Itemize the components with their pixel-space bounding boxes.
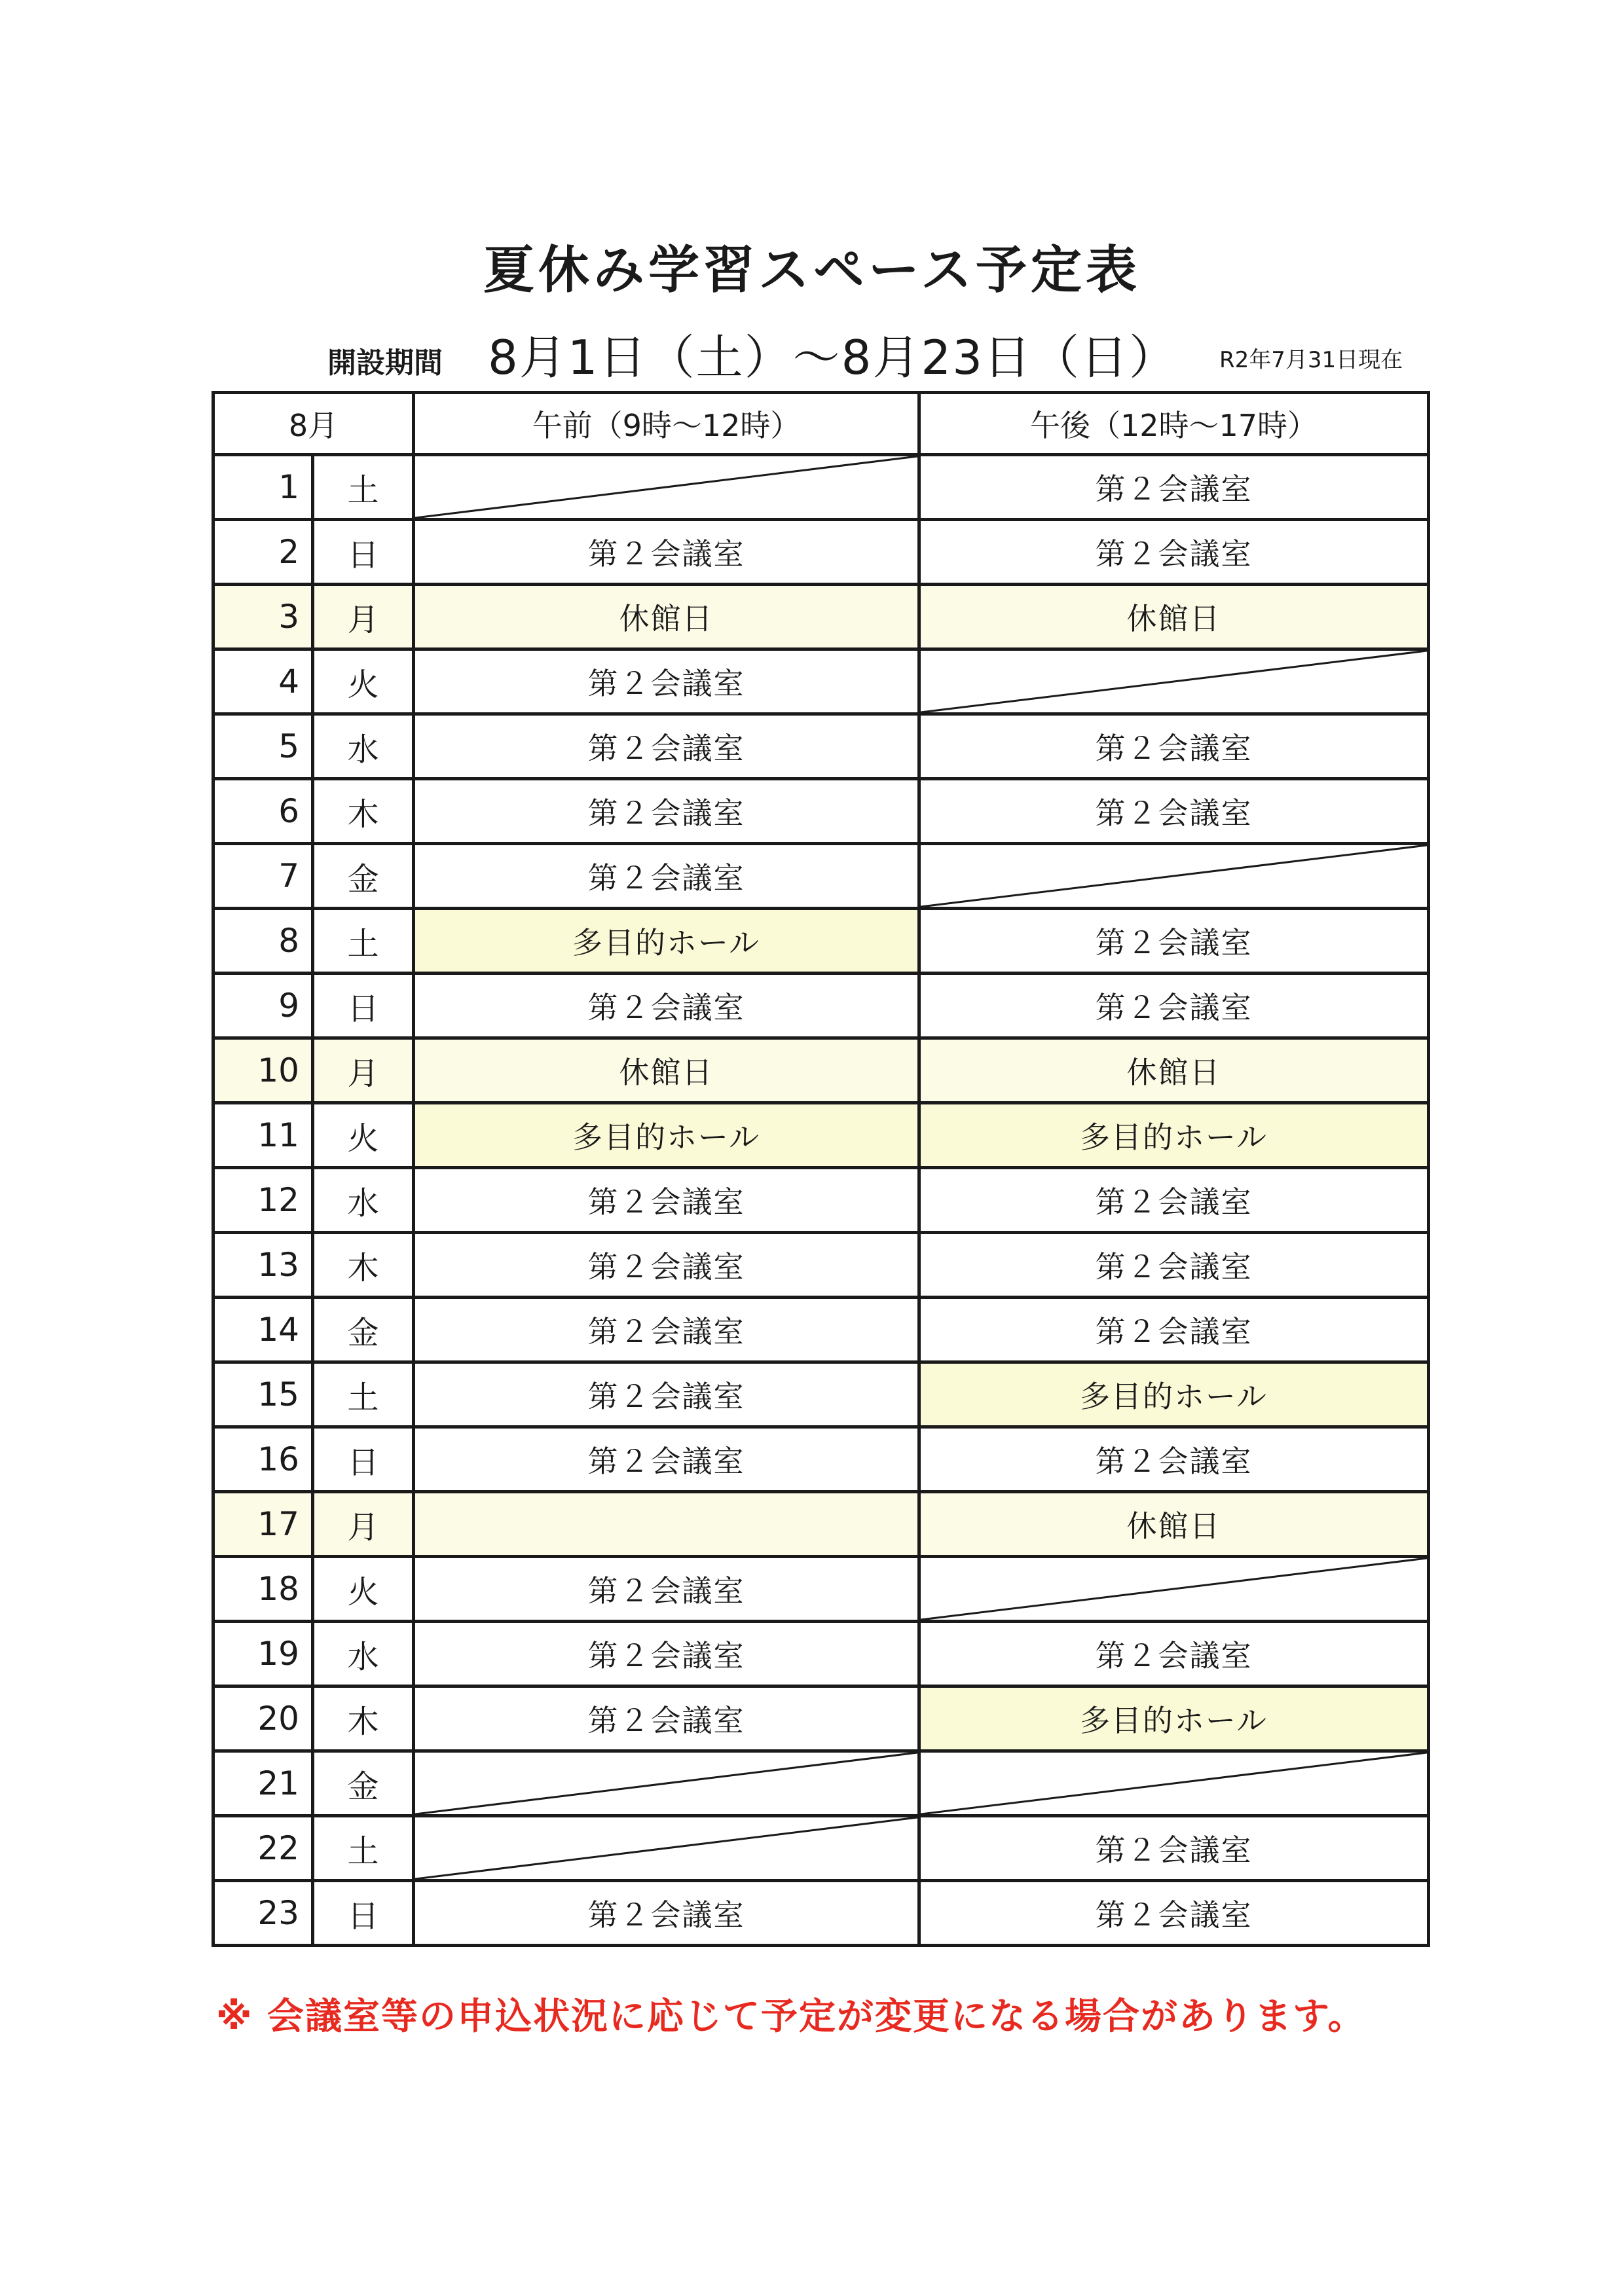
date-cell: 18 <box>213 1557 313 1622</box>
afternoon-unavailable <box>919 649 1429 714</box>
weekday-cell: 月 <box>313 585 414 649</box>
date-cell: 8 <box>213 909 313 974</box>
date-cell: 22 <box>213 1816 313 1881</box>
weekday-cell: 日 <box>313 1427 414 1492</box>
afternoon-slot: 第２会議室 <box>919 1816 1429 1881</box>
morning-slot: 第２会議室 <box>414 1881 919 1946</box>
diagonal-slash-icon <box>921 651 1427 712</box>
table-row <box>213 909 1429 974</box>
afternoon-slot: 休館日 <box>919 1492 1429 1557</box>
afternoon-slot: 休館日 <box>919 585 1429 649</box>
afternoon-slot: 第２会議室 <box>919 1427 1429 1492</box>
table-row <box>213 1233 1429 1298</box>
morning-slot <box>414 1492 919 1557</box>
afternoon-slot: 第２会議室 <box>919 1168 1429 1233</box>
header-row <box>213 393 1429 455</box>
weekday-cell: 木 <box>313 779 414 844</box>
weekday-cell: 木 <box>313 1233 414 1298</box>
date-cell: 1 <box>213 455 313 520</box>
morning-unavailable <box>414 455 919 520</box>
diagonal-slash-icon <box>415 1817 917 1879</box>
table-row <box>213 520 1429 585</box>
period-range: 8月1日（土）～8月23日（日） <box>488 330 1178 385</box>
date-cell: 9 <box>213 974 313 1038</box>
table-row <box>213 844 1429 909</box>
weekday-cell: 土 <box>313 1362 414 1427</box>
date-cell: 5 <box>213 714 313 779</box>
date-cell: 10 <box>213 1038 313 1103</box>
afternoon-slot: 多目的ホール <box>919 1362 1429 1427</box>
morning-slot: 休館日 <box>414 1038 919 1103</box>
table-row <box>213 1881 1429 1946</box>
morning-slot: 第２会議室 <box>414 1168 919 1233</box>
diagonal-slash-icon <box>921 1558 1427 1620</box>
morning-slot: 第２会議室 <box>414 520 919 585</box>
weekday-cell: 水 <box>313 714 414 779</box>
diagonal-slash-icon <box>415 456 917 518</box>
date-cell: 7 <box>213 844 313 909</box>
morning-slot: 多目的ホール <box>414 909 919 974</box>
table-row <box>213 1751 1429 1816</box>
as-of-date: R2年7月31日現在 <box>1219 347 1403 373</box>
weekday-cell: 火 <box>313 649 414 714</box>
weekday-cell: 金 <box>313 1298 414 1362</box>
table-row <box>213 714 1429 779</box>
table-row <box>213 1168 1429 1233</box>
date-cell: 4 <box>213 649 313 714</box>
weekday-cell: 月 <box>313 1038 414 1103</box>
weekday-cell: 日 <box>313 974 414 1038</box>
date-cell: 12 <box>213 1168 313 1233</box>
header-afternoon: 午後（12時～17時） <box>919 393 1429 455</box>
date-cell: 11 <box>213 1103 313 1168</box>
date-cell: 14 <box>213 1298 313 1362</box>
table-row <box>213 1492 1429 1557</box>
afternoon-slot: 第２会議室 <box>919 1298 1429 1362</box>
schedule-table <box>212 391 1430 1947</box>
diagonal-slash-icon <box>921 1753 1427 1814</box>
morning-slot: 第２会議室 <box>414 649 919 714</box>
date-cell: 23 <box>213 1881 313 1946</box>
morning-slot: 第２会議室 <box>414 1298 919 1362</box>
period-label: 開設期間 <box>327 346 443 380</box>
afternoon-slot: 第２会議室 <box>919 714 1429 779</box>
date-cell: 21 <box>213 1751 313 1816</box>
diagonal-slash-icon <box>921 845 1427 907</box>
morning-slot: 第２会議室 <box>414 779 919 844</box>
morning-slot: 第２会議室 <box>414 1686 919 1751</box>
weekday-cell: 金 <box>313 844 414 909</box>
afternoon-unavailable <box>919 1751 1429 1816</box>
table-row <box>213 455 1429 520</box>
afternoon-unavailable <box>919 1557 1429 1622</box>
afternoon-slot: 第２会議室 <box>919 1881 1429 1946</box>
table-row <box>213 1557 1429 1622</box>
change-notice: ※ 会議室等の申込状況に応じて予定が変更になる場合があります。 <box>216 1995 1366 2038</box>
table-row <box>213 1103 1429 1168</box>
weekday-cell: 土 <box>313 909 414 974</box>
table-row <box>213 1427 1429 1492</box>
table-row <box>213 649 1429 714</box>
weekday-cell: 水 <box>313 1622 414 1686</box>
table-row <box>213 1298 1429 1362</box>
afternoon-slot: 第２会議室 <box>919 909 1429 974</box>
weekday-cell: 火 <box>313 1103 414 1168</box>
afternoon-slot: 第２会議室 <box>919 1233 1429 1298</box>
weekday-cell: 木 <box>313 1686 414 1751</box>
weekday-cell: 土 <box>313 1816 414 1881</box>
date-cell: 13 <box>213 1233 313 1298</box>
weekday-cell: 日 <box>313 1881 414 1946</box>
table-row <box>213 1686 1429 1751</box>
table-row <box>213 1362 1429 1427</box>
diagonal-slash-icon <box>415 1753 917 1814</box>
morning-unavailable <box>414 1816 919 1881</box>
afternoon-slot: 多目的ホール <box>919 1103 1429 1168</box>
weekday-cell: 火 <box>313 1557 414 1622</box>
morning-slot: 第２会議室 <box>414 974 919 1038</box>
date-cell: 19 <box>213 1622 313 1686</box>
morning-slot: 第２会議室 <box>414 1233 919 1298</box>
date-cell: 16 <box>213 1427 313 1492</box>
header-month: 8月 <box>213 393 414 455</box>
date-cell: 2 <box>213 520 313 585</box>
table-row <box>213 1622 1429 1686</box>
date-cell: 3 <box>213 585 313 649</box>
weekday-cell: 金 <box>313 1751 414 1816</box>
morning-slot: 第２会議室 <box>414 714 919 779</box>
morning-slot: 第２会議室 <box>414 1557 919 1622</box>
morning-slot: 第２会議室 <box>414 1427 919 1492</box>
table-row <box>213 1816 1429 1881</box>
afternoon-slot: 多目的ホール <box>919 1686 1429 1751</box>
table-row <box>213 779 1429 844</box>
date-cell: 17 <box>213 1492 313 1557</box>
afternoon-slot: 休館日 <box>919 1038 1429 1103</box>
weekday-cell: 月 <box>313 1492 414 1557</box>
date-cell: 20 <box>213 1686 313 1751</box>
table-row <box>213 1038 1429 1103</box>
morning-unavailable <box>414 1751 919 1816</box>
afternoon-slot: 第２会議室 <box>919 1622 1429 1686</box>
morning-slot: 第２会議室 <box>414 844 919 909</box>
afternoon-unavailable <box>919 844 1429 909</box>
weekday-cell: 水 <box>313 1168 414 1233</box>
header-morning: 午前（9時～12時） <box>414 393 919 455</box>
morning-slot: 休館日 <box>414 585 919 649</box>
weekday-cell: 日 <box>313 520 414 585</box>
page-title: 夏休み学習スペース予定表 <box>483 241 1141 300</box>
afternoon-slot: 第２会議室 <box>919 455 1429 520</box>
afternoon-slot: 第２会議室 <box>919 974 1429 1038</box>
morning-slot: 多目的ホール <box>414 1103 919 1168</box>
table-row <box>213 585 1429 649</box>
morning-slot: 第２会議室 <box>414 1622 919 1686</box>
opening-period <box>0 319 1624 385</box>
weekday-cell: 土 <box>313 455 414 520</box>
afternoon-slot: 第２会議室 <box>919 520 1429 585</box>
date-cell: 6 <box>213 779 313 844</box>
table-row <box>213 974 1429 1038</box>
morning-slot: 第２会議室 <box>414 1362 919 1427</box>
date-cell: 15 <box>213 1362 313 1427</box>
afternoon-slot: 第２会議室 <box>919 779 1429 844</box>
